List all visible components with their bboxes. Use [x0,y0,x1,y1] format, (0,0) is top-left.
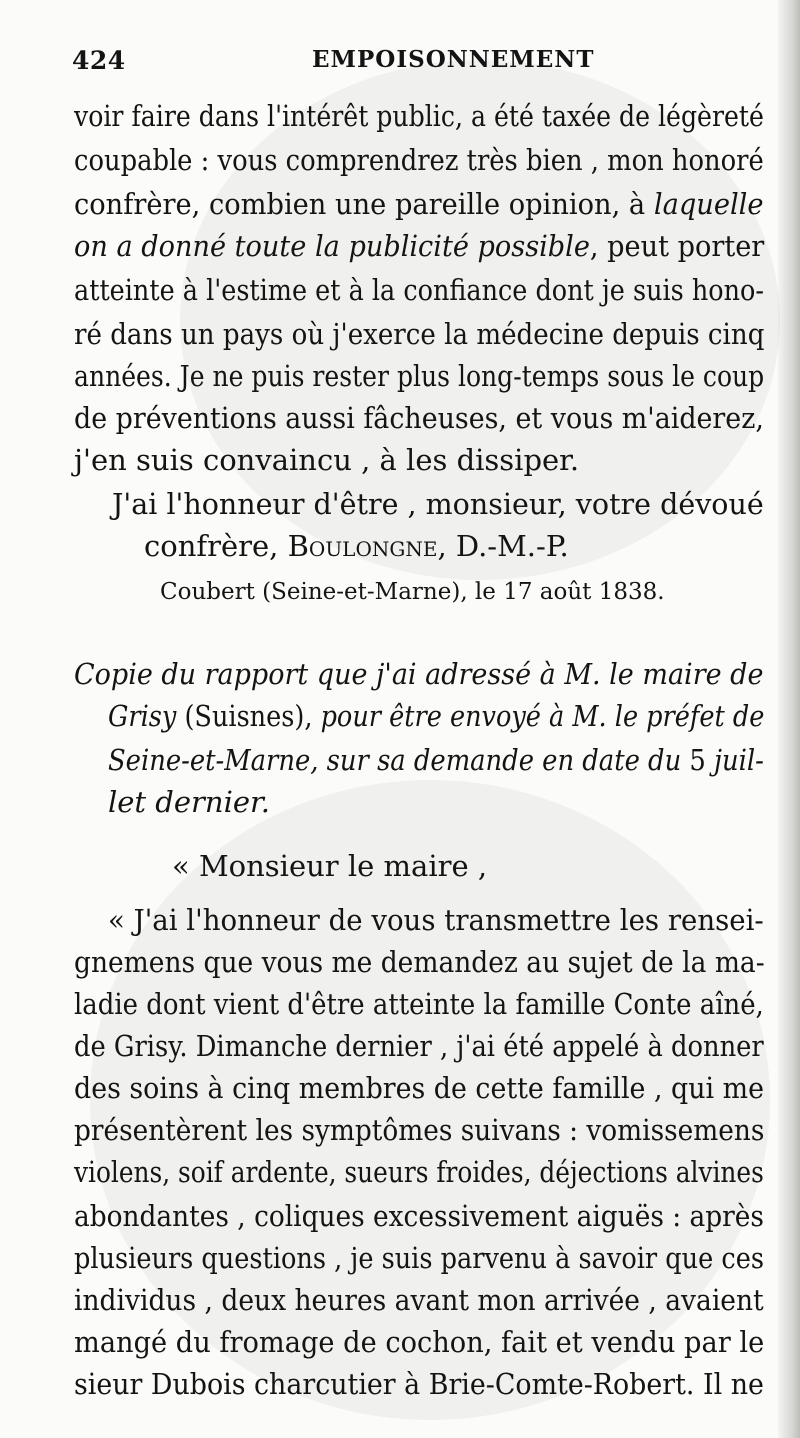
text-run: sieur Dubois charcutier à Brie-Comte-Robert. Il ne [74,1367,764,1401]
text-run: mangé du fromage de cochon, fait et vendu par le [74,1325,765,1359]
text-run: « Monsieur le maire , [172,849,488,883]
text-line [108,782,764,822]
text-run: J'ai l'honneur d'être , monsieur, votre dévoué [112,487,764,521]
small-caps-run: Boulongne [287,529,438,563]
text-line [74,1196,764,1236]
text-run: 5 [689,743,706,777]
text-line [74,1238,764,1278]
page-header [72,44,762,84]
text-line [74,1364,764,1404]
text-run: plusieurs questions , je suis parvenu à savoir que ces [74,1241,764,1275]
text-run: ladie dont vient d'être atteinte la famille Conte aîné, [74,987,764,1021]
text-run: j'en suis convaincu , à les dissiper. [74,443,580,477]
text-run: gnemens que vous me demandez au sujet de la ma- [74,945,765,979]
text-line [74,270,764,310]
text-run: confrère, [144,529,288,563]
text-run: violens, soif ardente, sueurs froides, déjections alvines [74,1155,764,1189]
running-head: EMPOISONNEMENT [312,46,595,73]
salutation-line [172,846,672,886]
text-line [74,314,765,354]
text-run: « J'ai l'honneur de vous transmettre les rensei- [108,903,764,937]
signature-line [112,484,764,524]
italic-run: let dernier. [108,785,270,819]
text-run: individus , deux heures avant mon arrivée , avaient [74,1283,764,1317]
text-run: de préventions aussi fâcheuses, et vous m'aiderez, [74,401,764,435]
italic-run: juil- [705,743,764,777]
italic-run: Copie du rapport que j'ai adressé à M. le maire de [74,657,764,691]
text-run: présentèrent les symptômes suivans : vomissemens [74,1113,765,1147]
text-line [74,1152,764,1192]
text-line [74,654,764,694]
text-line [108,900,764,940]
text-run: (Suisnes), [176,699,321,733]
italic-run: pour être envoyé à M. le préfet de [320,699,765,733]
text-line [74,184,764,224]
text-run: des soins à cinq membres de cette famille , qui me [74,1071,765,1105]
text-run: abondantes , coliques excessivement aiguës : après [74,1199,764,1233]
italic-run: on a donné toute la publicité possible [74,229,590,263]
page-edge-shadow [778,0,800,1438]
text-line [108,696,765,736]
italic-run: Grisy [108,699,177,733]
text-line [74,1068,765,1108]
text-run: ré dans un pays où j'exerce la médecine depuis cinq [74,317,765,351]
dateline: Coubert (Seine-et-Marne), le 17 août 1838. [160,579,665,605]
text-run: , D.-M.-P. [437,529,569,563]
text-line [74,398,764,438]
text-line [74,1280,764,1320]
text-line [108,740,764,780]
text-line [74,1322,765,1362]
text-run: de Grisy. Dimanche dernier , j'ai été appelé à donner [74,1029,764,1063]
text-run: , peut porter [589,229,765,263]
text-line [74,96,764,136]
text-line [74,356,765,396]
signature-line [144,526,764,566]
text-line [74,984,764,1024]
text-run: voir faire dans l'intérêt public, a été taxée de légèreté [74,99,764,133]
italic-run: Seine-et-Marne, sur sa demande en date du [108,743,690,777]
text-line [74,226,765,266]
text-line [74,1026,764,1066]
text-run: coupable : vous comprendrez très bien , mon honoré [74,143,764,177]
text-line [74,1110,765,1150]
italic-run: laquelle [653,187,764,221]
text-run: atteinte à l'estime et à la confiance dont je suis hono- [74,273,764,307]
text-run: années. Je ne puis rester plus long-temps sous le coup [74,359,765,393]
page-number: 424 [72,46,126,75]
text-line [74,942,765,982]
text-line [74,440,764,480]
text-line [74,140,764,180]
text-run: confrère, combien une pareille opinion, à [74,187,654,221]
